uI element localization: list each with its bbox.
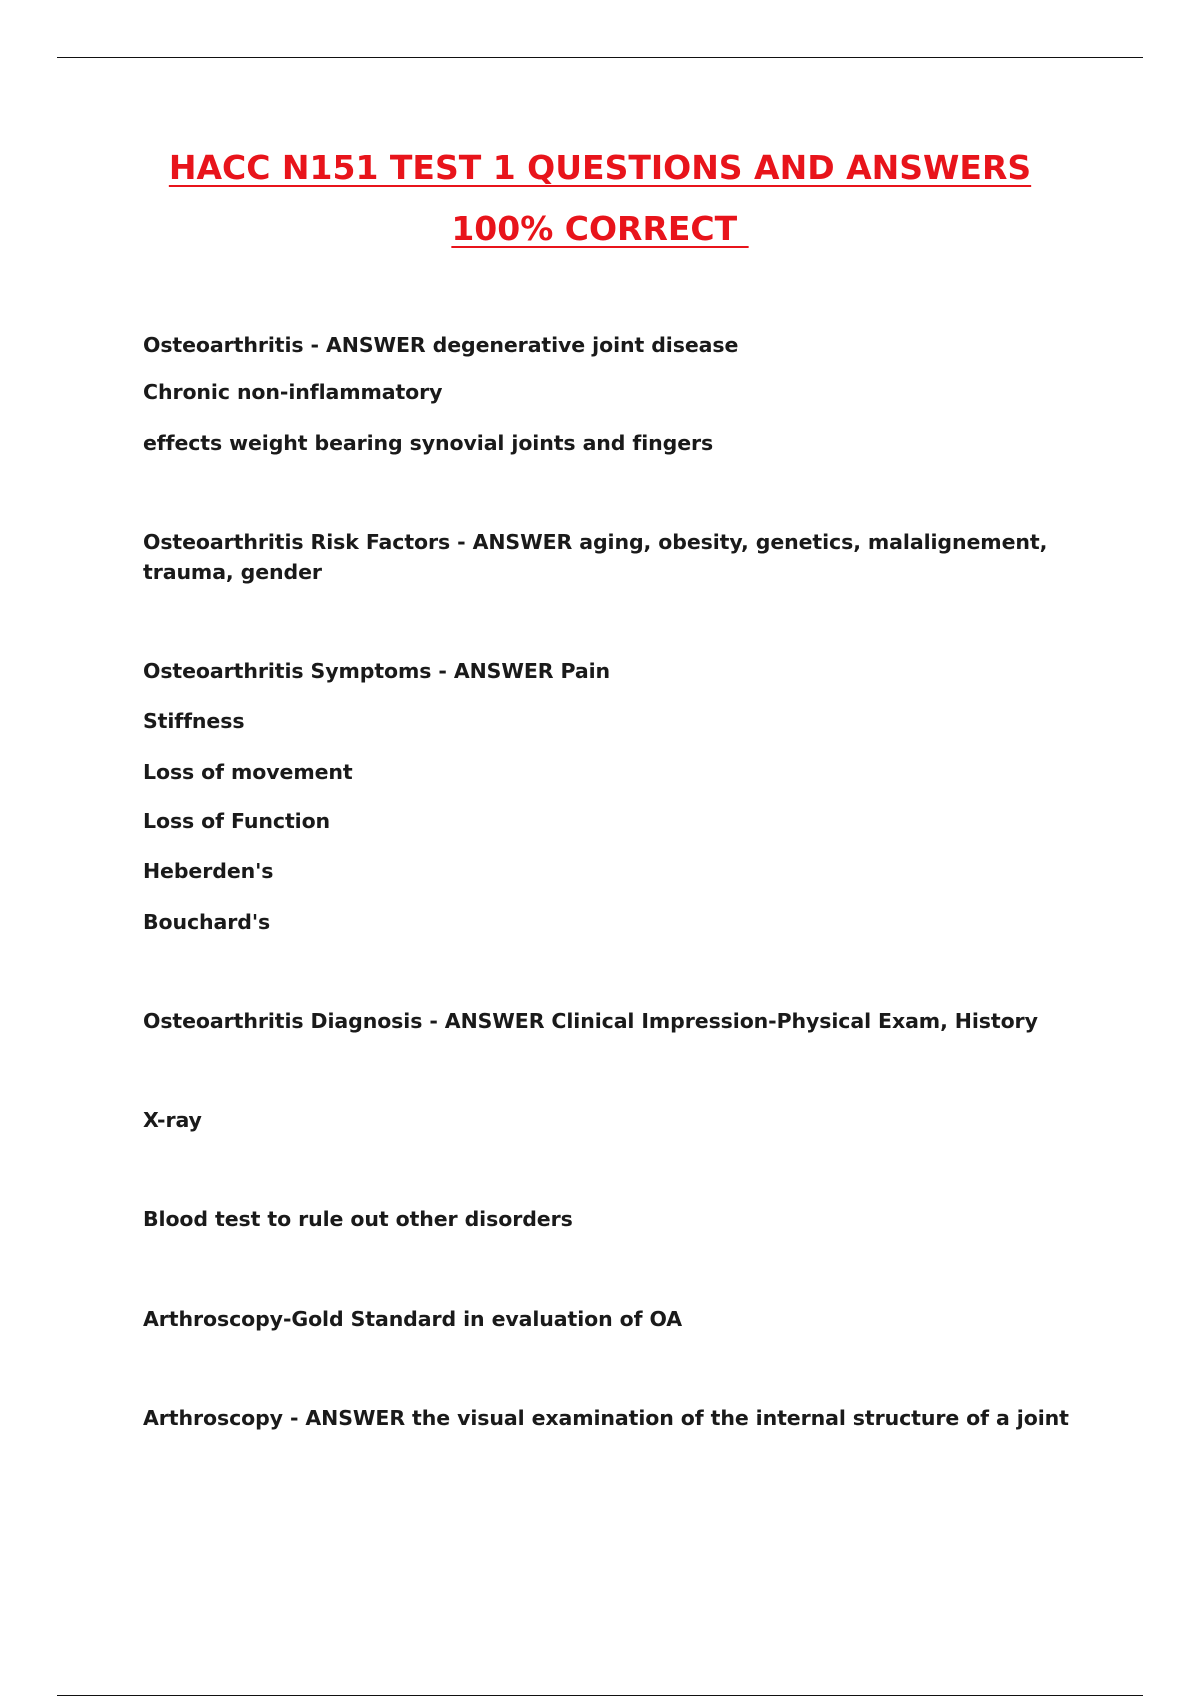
header-rule — [57, 57, 1143, 58]
footer-rule — [57, 1695, 1143, 1696]
page-title-line-2 — [0, 209, 1200, 248]
qa-arthroscopy: Arthroscopy - ANSWER the visual examination of the internal structure of a joint — [143, 1406, 1069, 1430]
qa-line-chronic: Chronic non-inflammatory — [143, 380, 443, 404]
qa-line-blood-test: Blood test to rule out other disorders — [143, 1207, 573, 1231]
qa-line-loss-function: Loss of Function — [143, 809, 331, 833]
qa-line-heberdens: Heberden's — [143, 859, 274, 883]
title-text-2: 100% CORRECT — [451, 209, 749, 248]
qa-line-xray: X-ray — [143, 1108, 202, 1132]
qa-line-arthroscopy-gold: Arthroscopy-Gold Standard in evaluation of OA — [143, 1307, 683, 1331]
qa-line-bouchards: Bouchard's — [143, 910, 271, 934]
page-title-line-1 — [0, 148, 1200, 187]
qa-line-effects: effects weight bearing synovial joints and fingers — [143, 431, 714, 455]
qa-line-loss-movement: Loss of movement — [143, 760, 353, 784]
qa-osteoarthritis: Osteoarthritis - ANSWER degenerative joint disease — [143, 333, 739, 357]
qa-risk-factors: Osteoarthritis Risk Factors - ANSWER aging, obesity, genetics, malalignement, trauma, gender — [143, 530, 1048, 584]
title-text-1: HACC N151 TEST 1 QUESTIONS AND ANSWERS — [168, 148, 1032, 187]
qa-line-stiffness: Stiffness — [143, 709, 245, 733]
qa-diagnosis: Osteoarthritis Diagnosis - ANSWER Clinical Impression-Physical Exam, History — [143, 1009, 1038, 1033]
qa-symptoms: Osteoarthritis Symptoms - ANSWER Pain — [143, 659, 610, 683]
